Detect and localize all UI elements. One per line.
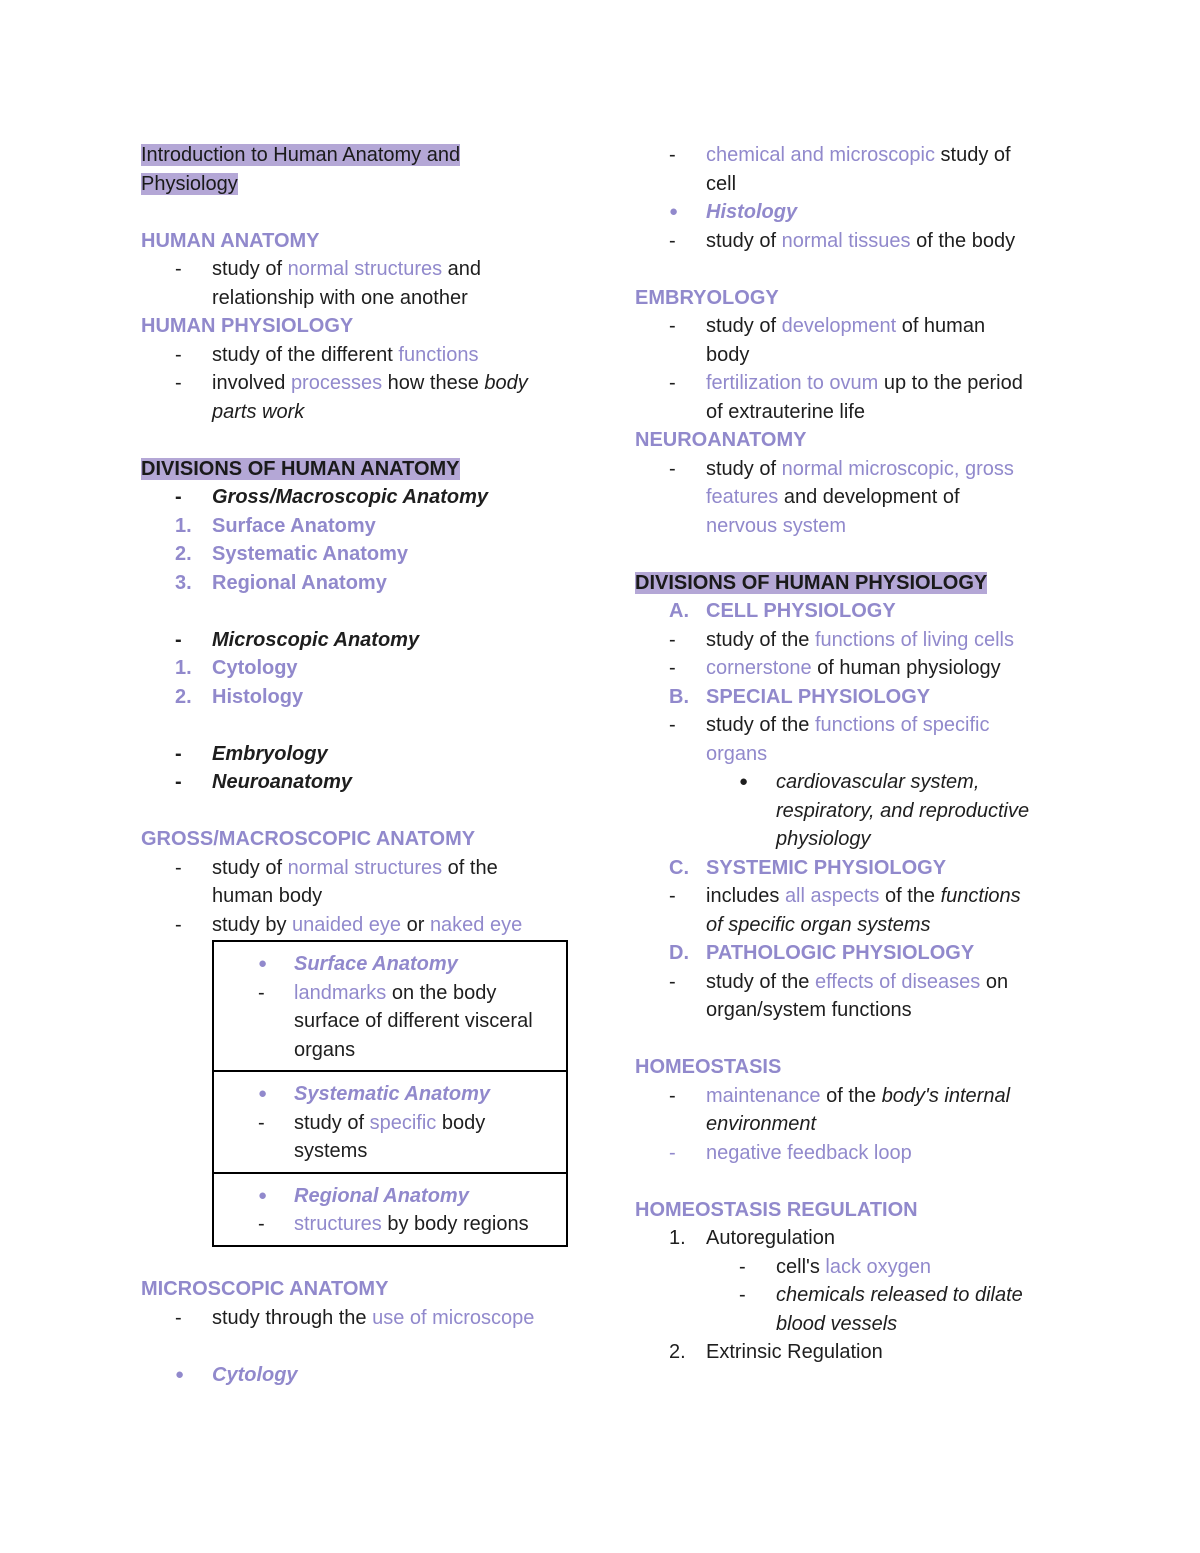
systemic-physiology-title: SYSTEMIC PHYSIOLOGY	[706, 856, 947, 879]
list-item-text: study of the different functions	[212, 343, 479, 366]
surface-anatomy-title: Surface Anatomy	[294, 953, 458, 975]
pathologic-physiology-title: PATHOLOGIC PHYSIOLOGY	[706, 942, 975, 964]
list-item-text: Regional Anatomy	[212, 571, 387, 594]
list-item	[635, 654, 1075, 683]
list-item-text: Histology	[212, 685, 304, 708]
dash-marker: -	[175, 771, 182, 793]
dash-marker: -	[669, 970, 676, 993]
list-item	[141, 654, 581, 683]
list-item-text: study of normal structures and relationship with one another	[212, 258, 482, 309]
histology-title: Histology	[706, 201, 798, 223]
number-marker: 2.	[175, 685, 192, 708]
dash-marker: -	[175, 913, 182, 936]
list-item-text: cornerstone of human physiology	[706, 657, 1001, 679]
list-item	[635, 141, 1075, 198]
cell-text: landmarks on the body surface of different visceral organs	[294, 981, 533, 1061]
bullet-dot: ●	[258, 1085, 268, 1102]
autoregulation-label: Autoregulation	[706, 1227, 835, 1249]
dash-marker: -	[739, 1255, 746, 1278]
dash-marker: -	[175, 343, 182, 366]
list-item	[635, 1082, 1075, 1139]
list-item	[635, 768, 1075, 854]
dash-marker: -	[175, 856, 182, 879]
table-cell	[213, 941, 567, 1071]
list-item	[635, 597, 1075, 626]
left-column	[141, 141, 581, 1389]
list-item	[141, 626, 581, 655]
microscopic-anatomy-heading: MICROSCOPIC ANATOMY	[141, 1278, 389, 1300]
dash-marker: -	[175, 628, 182, 651]
bullet-dot: ●	[739, 773, 749, 790]
list-item	[635, 1338, 1075, 1367]
dash-marker: -	[669, 628, 676, 651]
list-item-text: chemicals released to dilate blood vessels	[776, 1284, 1023, 1335]
list-item	[635, 1281, 1075, 1338]
dash-marker: -	[175, 486, 182, 508]
title-line-2: Physiology	[141, 172, 238, 195]
letter-marker: B.	[669, 685, 689, 708]
list-item	[635, 1224, 1075, 1253]
list-item	[141, 854, 581, 911]
list-item	[635, 882, 1075, 939]
table-row	[213, 1071, 567, 1173]
list-item	[635, 968, 1075, 1025]
list-item-text: study of the functions of living cells	[706, 628, 1014, 651]
list-item-text: fertilization to ovum up to the period of extrauterine life	[706, 372, 1023, 423]
list-item-text: negative feedback loop	[706, 1141, 912, 1164]
table-cell	[213, 1071, 567, 1173]
letter-marker: C.	[669, 856, 689, 879]
bullet-dot: ●	[669, 203, 679, 220]
list-item-text: study of normal microscopic, gross features and development of nervous system	[706, 457, 1014, 537]
bullet-dot: ●	[258, 955, 268, 972]
cell-text: study of specific body systems	[294, 1111, 486, 1162]
list-item-text: Cytology	[212, 657, 298, 679]
list-item-text: study of the effects of diseases on organ/system functions	[706, 970, 1009, 1021]
dash-marker: -	[669, 1141, 676, 1164]
dash-marker: -	[258, 1213, 265, 1235]
number-marker: 2.	[669, 1341, 686, 1363]
list-item	[141, 1361, 581, 1390]
list-item-text: cardiovascular system, respiratory, and reproductive physiology	[776, 771, 1030, 850]
dash-marker: -	[669, 457, 676, 480]
document-title	[141, 141, 581, 198]
dash-marker: -	[175, 258, 182, 280]
systematic-anatomy-title: Systematic Anatomy	[294, 1083, 490, 1105]
list-item	[141, 255, 581, 312]
list-item	[141, 369, 581, 426]
dash-marker: -	[739, 1284, 746, 1306]
dash-marker: -	[669, 657, 676, 679]
bullet-dot: ●	[175, 1365, 185, 1383]
number-marker: 2.	[175, 543, 192, 565]
human-anatomy-heading: HUMAN ANATOMY	[141, 229, 320, 252]
embryology-heading: EMBRYOLOGY	[635, 286, 779, 309]
cell-text: structures by body regions	[294, 1213, 529, 1235]
regional-anatomy-title: Regional Anatomy	[294, 1184, 469, 1207]
list-item	[141, 1304, 581, 1333]
list-item-text: includes all aspects of the functions of specific organ systems	[706, 885, 1021, 936]
list-item-text: involved processes how these body parts work	[212, 372, 528, 423]
right-column	[635, 141, 1075, 1367]
gross-anatomy-table	[212, 940, 568, 1247]
list-item-text: study of development of human body	[706, 315, 986, 366]
list-item	[635, 626, 1075, 655]
dash-marker: -	[669, 229, 676, 252]
list-item	[635, 939, 1075, 968]
list-item	[141, 483, 581, 512]
table-row	[213, 941, 567, 1071]
list-item	[141, 540, 581, 569]
divisions-physiology-heading: DIVISIONS OF HUMAN PHYSIOLOGY	[635, 571, 988, 594]
neuroanatomy-heading: NEUROANATOMY	[635, 429, 807, 451]
list-item-text: Systematic Anatomy	[212, 543, 408, 565]
human-physiology-heading: HUMAN PHYSIOLOGY	[141, 315, 354, 337]
list-item	[141, 512, 581, 541]
list-item	[635, 455, 1075, 541]
extrinsic-regulation-label: Extrinsic Regulation	[706, 1341, 883, 1363]
bullet-dot: ●	[258, 1186, 268, 1204]
list-item	[635, 312, 1075, 369]
table-row	[213, 1173, 567, 1246]
dash-marker: -	[669, 372, 676, 394]
dash-marker: -	[669, 144, 676, 166]
list-item-text: study of normal structures of the human body	[212, 856, 498, 907]
list-item	[635, 369, 1075, 426]
list-item	[635, 854, 1075, 883]
list-item	[141, 341, 581, 370]
number-marker: 1.	[669, 1227, 686, 1249]
dash-marker: -	[669, 714, 676, 736]
letter-marker: A.	[669, 600, 689, 622]
number-marker: 1.	[175, 657, 192, 679]
microscopic-anatomy-label: Microscopic Anatomy	[212, 628, 420, 651]
gross-anatomy-heading: GROSS/MACROSCOPIC ANATOMY	[141, 828, 476, 850]
homeostasis-heading: HOMEOSTASIS	[635, 1056, 782, 1078]
divisions-anatomy-heading: DIVISIONS OF HUMAN ANATOMY	[141, 457, 460, 480]
table-cell	[213, 1173, 567, 1246]
dash-marker: -	[258, 981, 265, 1004]
dash-marker: -	[669, 315, 676, 337]
list-item	[635, 198, 1075, 227]
embryology-label: Embryology	[212, 742, 328, 765]
list-item-text: Surface Anatomy	[212, 514, 376, 537]
dash-marker: -	[175, 1306, 182, 1329]
number-marker: 3.	[175, 571, 192, 594]
neuroanatomy-label: Neuroanatomy	[212, 771, 353, 793]
list-item-text: study of the functions of specific organs	[706, 714, 990, 765]
dash-marker: -	[258, 1111, 265, 1134]
dash-marker: -	[175, 742, 182, 765]
homeostasis-regulation-heading: HOMEOSTASIS REGULATION	[635, 1198, 918, 1221]
list-item	[141, 911, 581, 940]
letter-marker: D.	[669, 942, 689, 964]
list-item-text: cell's lack oxygen	[776, 1255, 932, 1278]
list-item-text: study of normal tissues of the body	[706, 229, 1016, 252]
list-item-text: maintenance of the body's internal environment	[706, 1084, 1011, 1135]
dash-marker: -	[669, 1084, 676, 1107]
list-item	[635, 711, 1075, 768]
list-item-text: chemical and microscopic study of cell	[706, 144, 1011, 195]
list-item	[141, 740, 581, 769]
gross-anatomy-label: Gross/Macroscopic Anatomy	[212, 486, 489, 508]
list-item	[141, 768, 581, 797]
list-item	[635, 683, 1075, 712]
cell-physiology-title: CELL PHYSIOLOGY	[706, 600, 896, 622]
number-marker: 1.	[175, 514, 192, 537]
list-item	[635, 1253, 1075, 1282]
list-item-text: study through the use of microscope	[212, 1306, 535, 1329]
list-item-text: study by unaided eye or naked eye	[212, 913, 523, 936]
cytology-title: Cytology	[212, 1363, 298, 1386]
list-item	[635, 227, 1075, 256]
special-physiology-title: SPECIAL PHYSIOLOGY	[706, 685, 931, 708]
list-item	[141, 569, 581, 598]
dash-marker: -	[175, 372, 182, 394]
list-item	[635, 1139, 1075, 1168]
list-item	[141, 683, 581, 712]
title-line-1: Introduction to Human Anatomy and	[141, 144, 461, 166]
dash-marker: -	[669, 885, 676, 907]
